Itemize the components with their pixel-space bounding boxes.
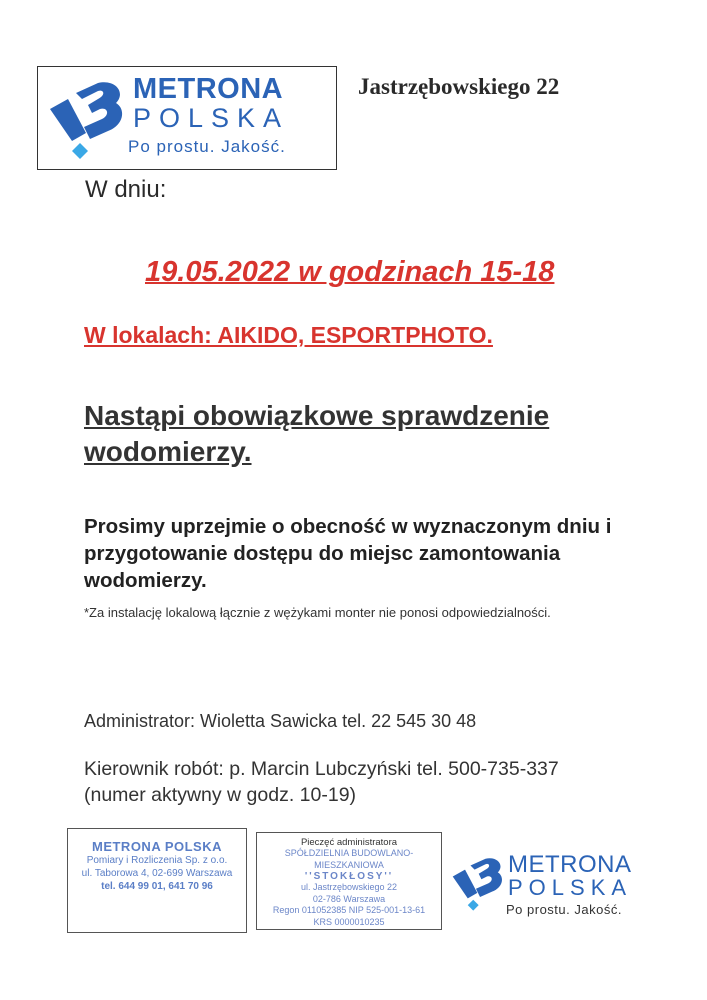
stamp-line: SPÓŁDZIELNIA BUDOWLANO-MIESZKANIOWA: [284, 848, 414, 870]
header-logo-box: [37, 66, 337, 170]
administrator-contact: Administrator: Wioletta Sawicka tel. 22 545 30 48: [84, 711, 477, 731]
footer-brand-tagline: Po prostu. Jakość.: [506, 902, 622, 917]
manager-hours-line: (numer aktywny w godz. 10-19): [84, 784, 357, 806]
stamp-cooperative-name: ''STOKŁOSY'': [304, 871, 394, 882]
disclaimer-note: *Za instalację lokalową łącznie z wężykami monter nie ponosi odpowiedzialności.: [84, 605, 551, 620]
intro-label: W dniu:: [85, 176, 167, 203]
premises-line: W lokalach: AIKIDO, ESPORTPHOTO.: [84, 322, 493, 348]
stamp-line: ul. Taborowa 4, 02-699 Warszawa: [81, 868, 233, 879]
stamp-line: tel. 644 99 01, 641 70 96: [101, 881, 213, 892]
request-paragraph: Prosimy uprzejmie o obecność w wyznaczonym dniu i przygotowanie dostępu do miejsc zamontowania wodomierzy.: [84, 515, 612, 592]
manager-contact: [84, 756, 559, 808]
footer-brand-name-line1: METRONA: [508, 851, 632, 878]
brand-name-line1: METRONA: [133, 73, 284, 105]
stamp-line: ul. Jastrzębowskiego 22: [300, 882, 398, 892]
metrona-logo-mark-icon: [46, 79, 128, 161]
stamp-header: Pieczęć administratora: [300, 837, 398, 848]
manager-contact-line: Kierownik robót: p. Marcin Lubczyński tel. 500-735-337: [84, 758, 559, 780]
stamp-line: Pomiary i Rozliczenia Sp. z o.o.: [86, 855, 228, 866]
stamp-title: METRONA POLSKA: [91, 839, 223, 854]
announcement-heading: Nastąpi obowiązkowe sprawdzenie wodomierzy.: [84, 400, 550, 467]
stamp-line: Regon 011052385 NIP 525-001-13-61: [272, 905, 426, 915]
stamp-line: 02-786 Warszawa: [312, 893, 386, 904]
footer-logo: [450, 845, 670, 925]
administrator-stamp: [256, 832, 442, 930]
brand-tagline: Po prostu. Jakość.: [128, 137, 286, 156]
brand-name-line2: POLSKA: [133, 103, 290, 133]
footer-brand-name-line2: POLSKA: [508, 875, 633, 900]
date-time-line: 19.05.2022 w godzinach 15-18: [145, 256, 555, 288]
metrona-logo-mark-icon: [450, 853, 506, 915]
stamp-line: KRS 0000010235: [313, 916, 385, 927]
metrona-company-stamp: [67, 828, 247, 933]
building-address: Jastrzębowskiego 22: [358, 74, 560, 99]
